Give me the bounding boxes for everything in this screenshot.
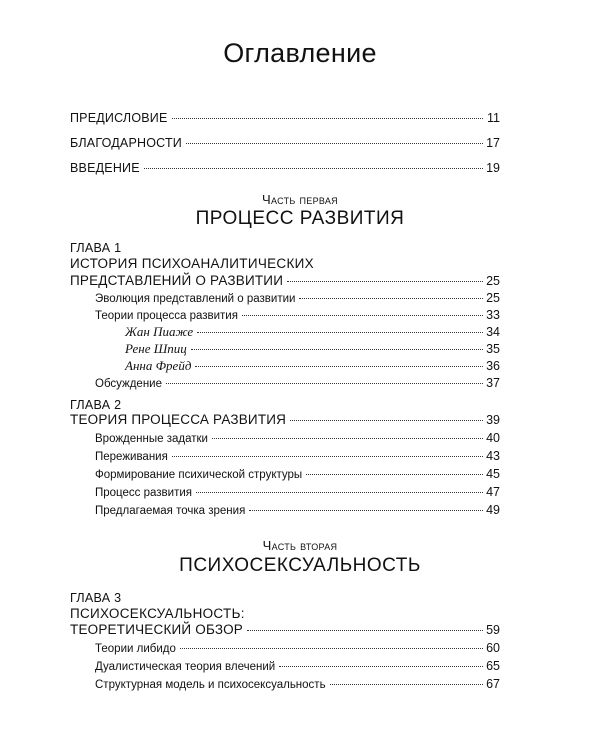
toc-entry-label: Анна Фрейд — [125, 358, 192, 373]
toc-entry[interactable] — [95, 656, 500, 676]
toc-entry-page: 47 — [486, 485, 500, 499]
dot-leader — [180, 648, 483, 649]
toc-entry[interactable] — [95, 638, 500, 658]
dot-leader — [212, 438, 483, 439]
toc-entry-chapter-2[interactable] — [70, 410, 500, 430]
chapter-title: ПСИХОСЕКСУАЛЬНОСТЬ: — [70, 606, 245, 621]
toc-entry-page: 49 — [486, 503, 500, 517]
toc-entry-acknowledgements[interactable] — [70, 133, 500, 153]
chapter-label: ГЛАВА 2 — [70, 398, 122, 412]
toc-entry[interactable] — [95, 464, 500, 484]
toc-entry-page: 67 — [486, 677, 500, 691]
toc-entry-page: 43 — [486, 449, 500, 463]
part-title: ПРОЦЕСС РАЗВИТИЯ — [195, 208, 405, 229]
toc-entry-label: БЛАГОДАРНОСТИ — [70, 136, 182, 150]
toc-entry-page: 36 — [486, 359, 500, 373]
toc-entry-label: Предлагаемая точка зрения — [95, 505, 246, 517]
dot-leader — [249, 510, 483, 511]
toc-entry[interactable] — [95, 373, 500, 393]
part-label: Часть первая — [262, 192, 338, 207]
toc-entry-page: 34 — [486, 325, 500, 339]
chapter-title: ТЕОРЕТИЧЕСКИЙ ОБЗОР — [70, 622, 243, 637]
dot-leader — [247, 630, 483, 631]
toc-entry[interactable] — [95, 500, 500, 520]
toc-entry-label: Жан Пиаже — [125, 324, 194, 339]
dot-leader — [191, 349, 483, 350]
dot-leader — [299, 298, 483, 299]
chapter-label: ГЛАВА 1 — [70, 241, 122, 255]
toc-entry[interactable] — [95, 446, 500, 466]
toc-entry-label: Рене Шпиц — [125, 341, 187, 356]
toc-entry-label: ПРЕДИСЛОВИЕ — [70, 111, 168, 125]
chapter-title: ТЕОРИЯ ПРОЦЕССА РАЗВИТИЯ — [70, 412, 287, 427]
part-title: ПСИХОСЕКСУАЛЬНОСТЬ — [179, 555, 421, 576]
dot-leader — [279, 666, 483, 667]
toc-entry-page: 65 — [486, 659, 500, 673]
dot-leader — [197, 332, 483, 333]
chapter-label: ГЛАВА 3 — [70, 591, 122, 605]
toc-entry-page: 25 — [486, 274, 500, 288]
toc-entry-page: 59 — [486, 623, 500, 637]
toc-entry-chapter-3[interactable] — [70, 620, 500, 640]
toc-entry-label: ВВЕДЕНИЕ — [70, 161, 140, 175]
toc-entry[interactable] — [95, 674, 500, 694]
dot-leader — [306, 474, 483, 475]
toc-entry-label: Дуалистическая теория влечений — [95, 661, 276, 673]
toc-entry-preface[interactable] — [70, 108, 500, 128]
toc-entry-label: Врожденные задатки — [95, 433, 208, 445]
toc-entry-label: Обсуждение — [95, 378, 163, 390]
toc-entry-page: 37 — [486, 376, 500, 390]
toc-entry-page: 17 — [486, 136, 500, 150]
dot-leader — [242, 315, 483, 316]
dot-leader — [195, 366, 483, 367]
toc-entry-label: Переживания — [95, 451, 168, 463]
toc-entry-label: Формирование психической структуры — [95, 469, 303, 481]
toc-entry-page: 40 — [486, 431, 500, 445]
part-label: Часть вторая — [262, 538, 338, 553]
toc-entry-page: 39 — [486, 413, 500, 427]
dot-leader — [172, 118, 483, 119]
toc-entry-label: Теории либидо — [95, 643, 176, 655]
toc-entry-label: Теории процесса развития — [95, 310, 238, 322]
chapter-title: ИСТОРИЯ ПСИХОАНАЛИТИЧЕСКИХ — [70, 256, 314, 271]
toc-entry-label: Эволюция представлений о развитии — [95, 293, 296, 305]
dot-leader — [330, 684, 483, 685]
dot-leader — [172, 456, 483, 457]
toc-entry-page: 19 — [486, 161, 500, 175]
toc-entry-page: 25 — [486, 291, 500, 305]
toc-entry-label: Процесс развития — [95, 487, 192, 499]
dot-leader — [287, 281, 483, 282]
page-title: Оглавление — [223, 38, 377, 68]
toc-entry-page: 35 — [486, 342, 500, 356]
dot-leader — [186, 143, 483, 144]
toc-entry[interactable] — [95, 482, 500, 502]
toc-entry-page: 33 — [486, 308, 500, 322]
dot-leader — [144, 168, 483, 169]
toc-entry-page: 11 — [487, 111, 500, 125]
dot-leader — [166, 383, 483, 384]
dot-leader — [290, 420, 483, 421]
chapter-title: ПРЕДСТАВЛЕНИЙ О РАЗВИТИИ — [70, 273, 284, 288]
toc-entry-introduction[interactable] — [70, 158, 500, 178]
dot-leader — [196, 492, 483, 493]
toc-entry-label: Структурная модель и психосексуальность — [95, 679, 326, 691]
toc-entry-page: 60 — [486, 641, 500, 655]
toc-entry-page: 45 — [486, 467, 500, 481]
toc-entry[interactable] — [95, 428, 500, 448]
